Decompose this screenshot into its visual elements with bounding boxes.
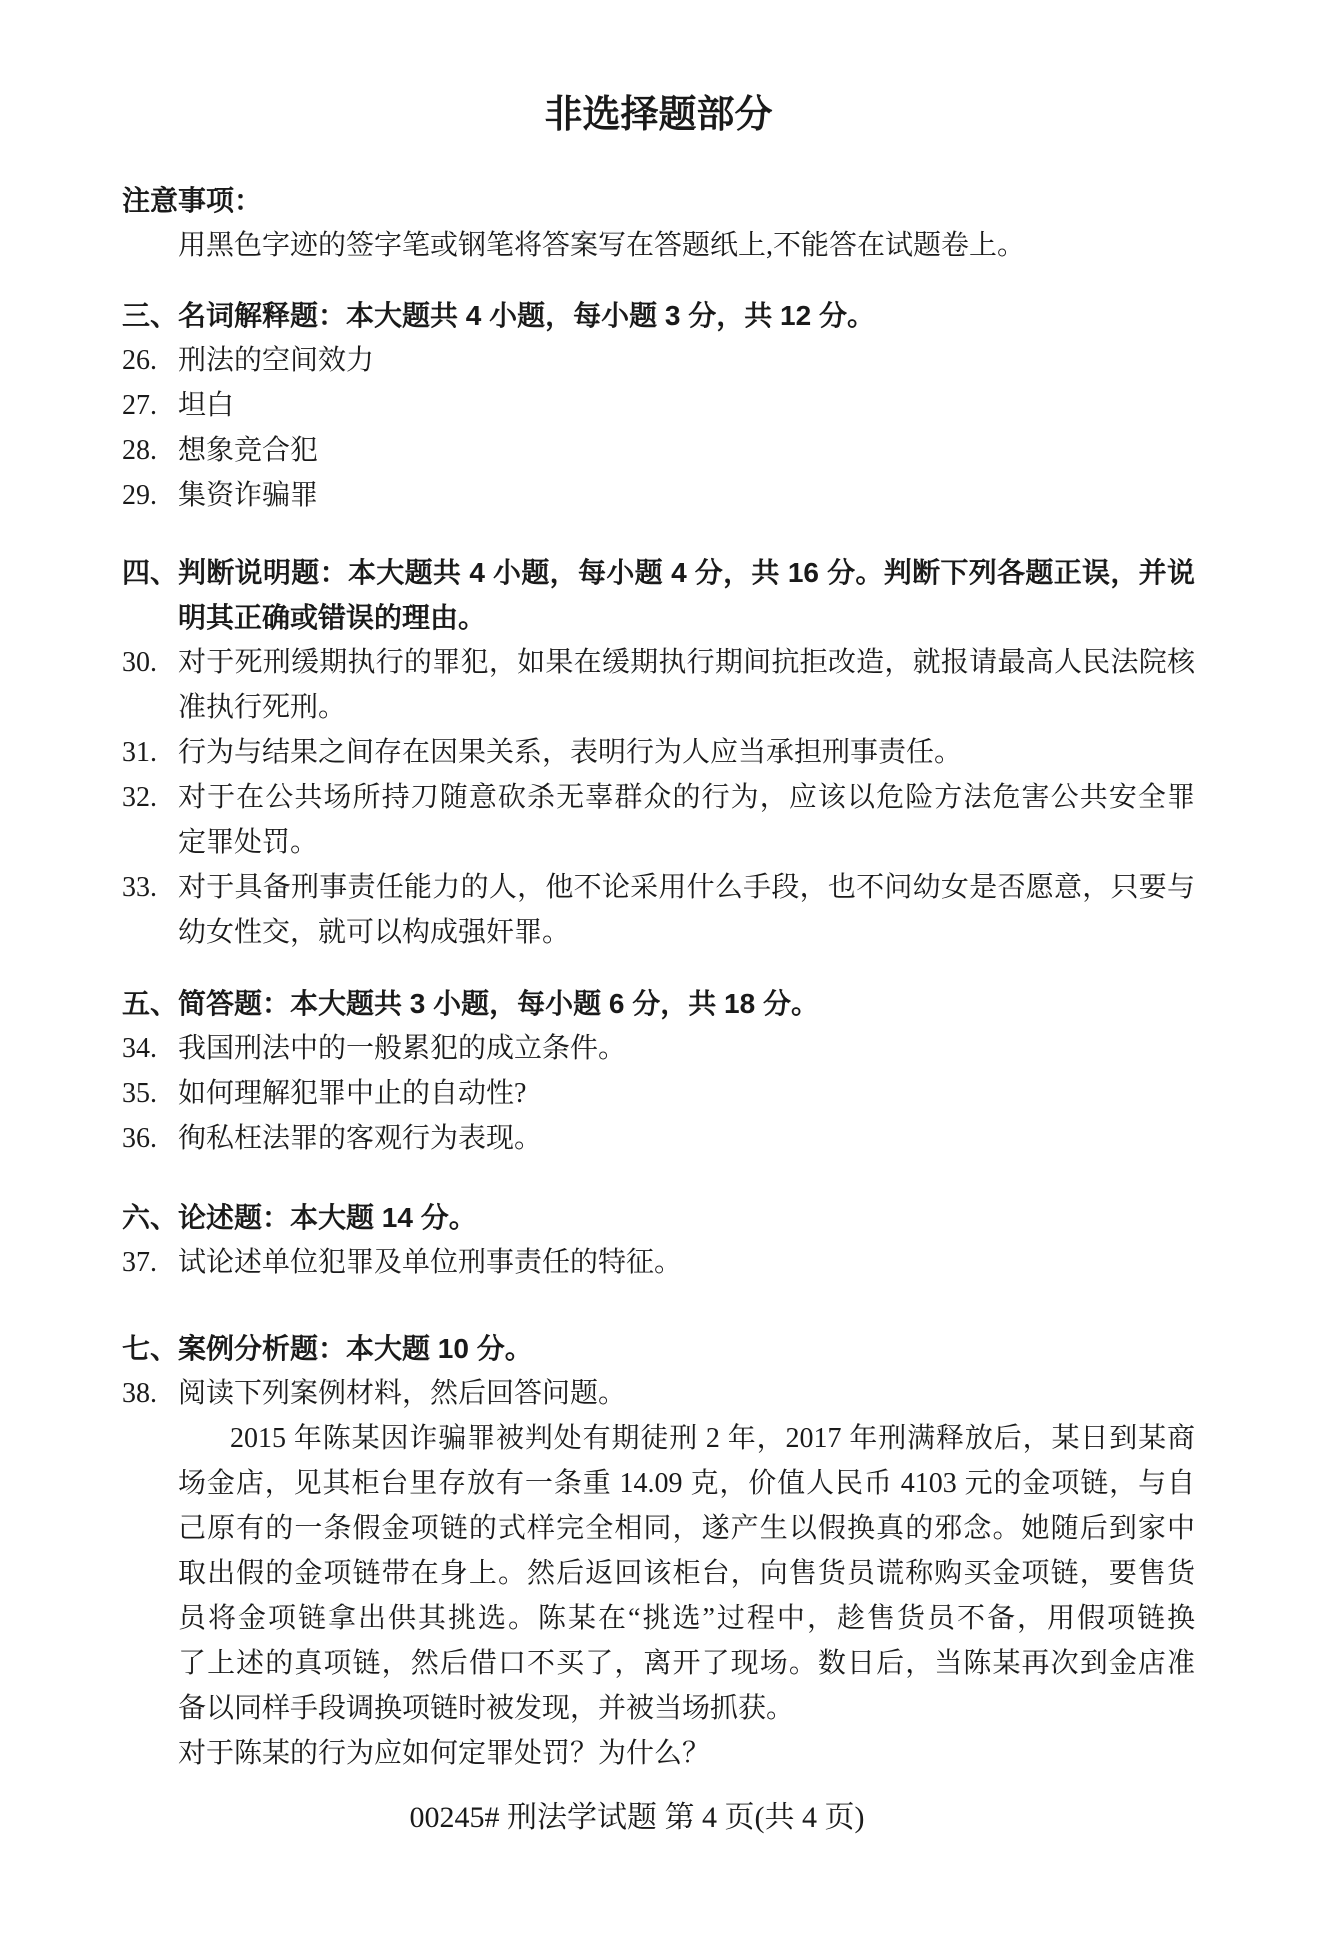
item-35-text: 如何理解犯罪中止的自动性? [178,1078,527,1109]
item-32-line-2: 定罪处罚。 [178,827,319,858]
case-paragraph-line-5: 员将金项链拿出供其挑选。陈某在“挑选”过程中，趁售货员不备，用假项链换 [178,1603,1195,1634]
section-7-title: 案例分析题：本大题 10 分。 [178,1333,533,1364]
item-30-line-1: 对于死刑缓期执行的罪犯，如果在缓期执行期间抗拒改造，就报请最高人民法院核 [178,647,1195,678]
item-29 [122,473,1195,518]
item-29-text: 集资诈骗罪 [178,480,319,511]
item-32 [122,775,1195,865]
case-question: 对于陈某的行为应如何定罪处罚？为什么？ [178,1738,711,1769]
item-34-number: 34. [122,1033,157,1064]
case-paragraph-line-7: 备以同样手段调换项链时被发现，并被当场抓获。 [178,1693,795,1724]
item-28 [122,428,1195,473]
section-7-heading [122,1326,1195,1371]
item-33-line-1: 对于具备刑事责任能力的人，他不论采用什么手段，也不问幼女是否愿意，只要与 [178,872,1195,903]
item-27-number: 27. [122,390,157,421]
item-32-number: 32. [122,782,157,813]
item-30-number: 30. [122,647,157,678]
section-5-heading [122,981,1195,1026]
item-33 [122,865,1195,955]
item-38-number: 38. [122,1378,157,1409]
item-35-number: 35. [122,1078,157,1109]
section-6-number: 六、 [122,1202,179,1233]
case-paragraph-line-6: 了上述的真项链，然后借口不买了，离开了现场。数日后，当陈某再次到金店准 [178,1648,1195,1679]
section-6-heading [122,1195,1195,1240]
item-27 [122,383,1195,428]
item-28-number: 28. [122,435,157,466]
section-4-title-line-1: 判断说明题：本大题共 4 小题，每小题 4 分，共 16 分。判断下列各题正误，并说 [178,557,1195,588]
item-32-line-1: 对于在公共场所持刀随意砍杀无辜群众的行为，应该以危险方法危害公共安全罪 [178,782,1195,813]
item-36 [122,1116,1195,1161]
section-4-title-line-2: 明其正确或错误的理由。 [178,602,487,633]
item-31-text: 行为与结果之间存在因果关系，表明行为人应当承担刑事责任。 [178,737,963,768]
item-29-number: 29. [122,480,157,511]
notice-text-row [122,223,1195,268]
item-38-intro: 阅读下列案例材料，然后回答问题。 [178,1378,627,1409]
item-31-number: 31. [122,737,157,768]
item-34 [122,1026,1195,1071]
item-30-line-2: 准执行死刑。 [178,692,347,723]
section-4-number: 四、 [122,557,179,588]
item-28-text: 想象竞合犯 [178,435,319,466]
item-26-number: 26. [122,345,157,376]
section-3-title: 名词解释题：本大题共 4 小题，每小题 3 分，共 12 分。 [178,300,875,331]
item-33-number: 33. [122,872,157,903]
item-36-text: 徇私枉法罪的客观行为表现。 [178,1123,543,1154]
case-paragraph-line-4: 取出假的金项链带在身上。然后返回该柜台，向售货员谎称购买金项链，要售货 [178,1558,1195,1589]
section-6-title: 论述题：本大题 14 分。 [178,1202,477,1233]
item-33-line-2: 幼女性交，就可以构成强奸罪。 [178,917,571,948]
item-31 [122,730,1195,775]
section-5-title: 简答题：本大题共 3 小题，每小题 6 分，共 18 分。 [178,988,819,1019]
item-36-number: 36. [122,1123,157,1154]
case-paragraph-line-3: 己原有的一条假金项链的式样完全相同，遂产生以假换真的邪念。她随后到家中 [178,1513,1195,1544]
section-3-heading [122,293,1195,338]
footer-text: 00245# 刑法学试题 第 4 页(共 4 页) [409,1801,865,1834]
item-30 [122,640,1195,730]
section-7-number: 七、 [122,1333,179,1364]
item-38 [122,1371,1195,1776]
item-26-text: 刑法的空间效力 [178,345,375,376]
notice-label: 注意事项： [122,185,263,216]
item-27-text: 坦白 [178,390,235,421]
case-paragraph-line-2: 场金店，见其柜台里存放有一条重 14.09 克，价值人民币 4103 元的金项链，与自 [178,1468,1195,1499]
section-3-number: 三、 [122,300,179,331]
item-26 [122,338,1195,383]
item-37 [122,1240,1195,1285]
section-5-number: 五、 [122,988,179,1019]
page-title: 非选择题部分 [544,94,773,136]
notice-text: 用黑色字迹的签字笔或钢笔将答案写在答题纸上,不能答在试题卷上。 [178,230,1026,261]
item-35 [122,1071,1195,1116]
case-paragraph-line-1: 2015 年陈某因诈骗罪被判处有期徒刑 2 年，2017 年刑满释放后，某日到某商 [230,1423,1195,1454]
item-37-number: 37. [122,1247,157,1278]
item-37-text: 试论述单位犯罪及单位刑事责任的特征。 [178,1247,683,1278]
section-4-heading [122,550,1195,640]
item-34-text: 我国刑法中的一般累犯的成立条件。 [178,1033,627,1064]
